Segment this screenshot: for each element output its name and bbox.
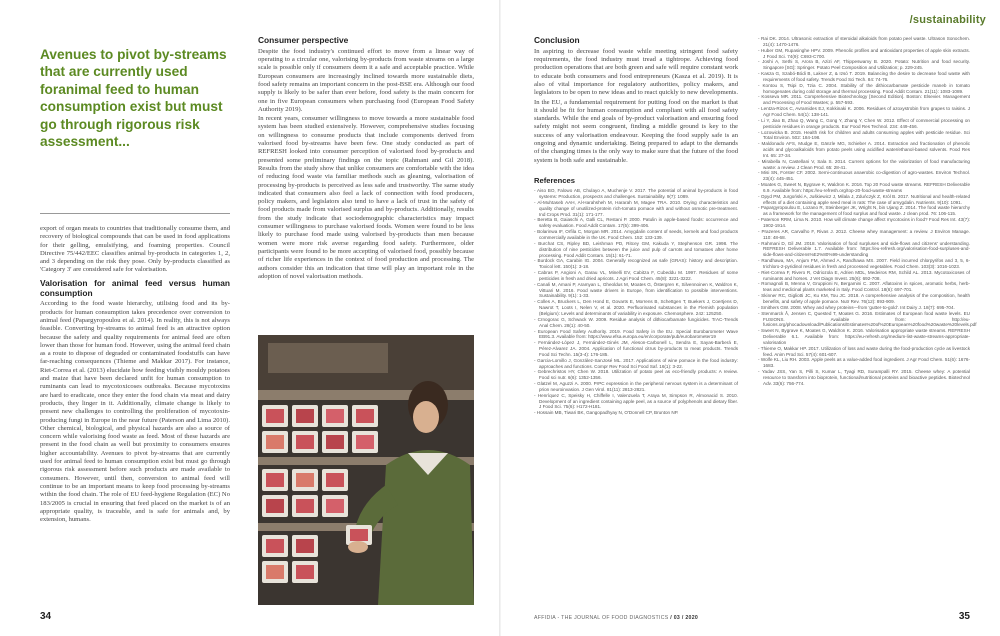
references-list-1: [534, 188, 738, 416]
consumer-column: [258, 36, 474, 282]
reference-item: - Moates G, Sweet N, Bygrave K, Waldron K. 2016. Top 20 Food waste streams. REFRESH Deliverable 6.9. Available from: https://eu-refresh.org/top-20-food-waste-streams: [758, 182, 970, 193]
consumer-paragraph-1: Despite the food industry's continued effort to move from a linear way of operating to a circular one, valorising by-products from waste streams on a large scale is possible only if consumers deem it a safe and acceptable practice. While European consumers are increasingly inclined towards more sustainable diets, food safety remains an important concern in the post-BSE era. Although our food supply is likely to be safer than ever before, food safety is the main concern for one in five European consumers when purchasing food (European Food Safety Authority 2019).: [258, 47, 474, 113]
reference-item: - Canali M, Amani P, Aramyan L, Gheoldus M, Moates G, Östergren K, Silvennoinen K, Waldron K, Vittuari M. 2016. Food waste drivers in Europe, from identification to possible interventions. Sustainability. 9(1): 1-33.: [534, 281, 738, 299]
pull-quote-divider: [40, 213, 230, 214]
supermarket-shelf-illustration: [258, 335, 474, 605]
valorisation-heading: Valorisation for animal feed versus human consumption: [40, 277, 230, 298]
reference-item: - Lozowicka B. 2015. Health risk for children and adults consuming apples with pesticide residue. Sci Total Environ. 502: 184-198.: [758, 129, 970, 141]
reference-item: - Lentza-Rizos C, Avramides EJ, Kokkinaki K. 2006. Residues of azoxystrobin from grapes to raisins. J Agr Food Chem. 54(1): 138-141.: [758, 106, 970, 117]
supermarket-photo: [258, 335, 474, 605]
reference-item: - Al-Muhtaseb AAH, Al-Harahsheh M, Hararah M, Magee TRA. 2010. Drying characteristics and quality change of unutilized-protein rich-tomato pomace with and without osmotic pre-treatment. Ind Crops Prod. 31(1): 171-177.: [534, 199, 738, 217]
reference-item: - Maldonado AFS, Mudge E, Gänzle MG, Schieber A. 2014. Extraction and fractionation of phenolic acids and glycoalkaloids from potato peels using acidified water/ethanol-based solvents. Food Res Int. 65: 27-34.: [758, 141, 970, 158]
reference-item: - Randhawa, MA, Anjum FM, Ahmed A, Randhawa MS. 2007. Field incurred chlorpyrifos and 3, 5, 6-trichloro-2-pyridinol residues in fresh and processed vegetables. Food Chem. 103(3): 1016-1023.: [758, 258, 970, 269]
conclusion-paragraph-2: In the EU, a fundamental requirement for putting food on the market is that it should be fit for human consumption and compliant with all food safety standards. While the end goals of by-product valorisation and ensuring food safety might not seem congruent, finding a middle ground is key to the success of any valorisation endeavour. Keeping the food supply safe is an ongoing and dynamic undertaking. Being prepared to adapt to the demands of the changing times is the only way to make sure that the future of the food system is both safe and sustainable.: [534, 98, 738, 164]
conclusion-column: [534, 36, 738, 416]
reference-item: - Opyd PM, Jurgoński A, Juśkiewicz J, Milala J, Zduńczyk Z, Król B. 2017. Nutritional and health-related effects of a diet containing apple seed meal in rats: The case of amygdalin. Nutrients. 9(10): 1091.: [758, 193, 970, 205]
reference-item: - Joshi A, Sethi S, Arora B, Azizi AF, Thippeswamy B. 2020. Potato: Nutrition and food security. Singapore [SG]: Springer. Potato Peel Composition and Utilization; p. 229-245.: [758, 59, 970, 71]
reference-item: - Colles A, Bruckers L, Den Hond E, Govarts E, Morrens B, Schettgen T, Buekers J, Coertjens D, Nawrot T, Loots I, Nelen V, et al. 2020. Perfluorinated substances in the Flemish population (Belgium): Levels and determinants of variability in exposure. Chemosphere. 242: 125250.: [534, 299, 738, 316]
reference-item: - Huber GM, Rupasinghe HPV. 2009. Phenolic profiles and antioxidant properties of apple skin extracts. J Food Sci. 74(9): C693-C700.: [758, 47, 970, 59]
reference-item: - Prazeres AR, Carvalho F, Rivas J. 2012. Cheese whey management: a review. J Environ Manage. 110: 48-68.: [758, 228, 970, 240]
page-gutter: [499, 0, 501, 636]
reference-item: - Li Y, Jiao B, Zhao Q, Wang C, Gong Y, Zhang Y, Chen W. 2012. Effect of commercial processing on pesticide residues in orange products. Eur Food Res Technol. 234: 449-456.: [758, 117, 970, 129]
reference-item: - Beretta B, Gaiaschi A, Galli CL, Restani P. 2000. Patulin in apple-based foods: occurrence and safety evaluation. Food Addit Contam. 17(5): 399-406.: [534, 217, 738, 229]
page-number-right: 35: [958, 611, 970, 622]
reference-item: - Kontou S, Tsipi D, Tzia C. 2004. Stability of the dithiocarbamate pesticide maneb in tomato homogenates during cold storage and thermal processing. Food Addit Contam. 21(11): 1083-1089.: [758, 82, 970, 94]
reference-item: - Kasza G, Szabó-Bódi B, Lakner Z, & Izsó T. 2019. Balancing the desire to decrease food waste with requirements of food safety. Trends Food Sci Tech. 84: 74-76.: [758, 71, 970, 82]
reference-item: - Paterson RRM, Lima N. 2010. How will climate change affect mycotoxins in food? Food Res Int. 43(7): 1902-1914.: [758, 217, 970, 228]
reference-item: - Skinner RC, Gigliotti JC, Ku KM, Tou JC. 2018. A comprehensive analysis of the composition, health benefits, and safety of apple pomace. Nutr Rev. 76(12): 893-909.: [758, 293, 970, 304]
reference-item: - Bolarinwa IF, Orfila C, Morgan MR. 2014. Amygdalin content of seeds, kernels and food products commercially available in the UK. Food Chem. 152: 133-139.: [534, 229, 738, 240]
reference-item: - Rahmani D, Gil JM. 2018. Valorisation of food surpluses and side-flows and citizens' understanding. REFRESH Deliverable 1.7. Available from: https://eu-refresh.org/valorisation-food-surpluses-and-side-flows-and-citizens%E2%80%99-understanding: [758, 240, 970, 258]
reference-item: - Garcia-Lomillo J, González-SanJosé ML. 2017. Applications of wine pomace in the food industry: approaches and functions. Compr Rev Food Sci Food Saf. 16(1): 3-22.: [534, 357, 738, 369]
reference-item: - Stenmarck Å, Jensen C, Quested T, Moates G. 2016. Estimates of European food waste levels. EU FUSIONS. Available from: http://eu-fusions.org/phocadownload/Publications/Estimates%20of%20European%20food%20waste%20levels.pdf: [758, 310, 977, 328]
valorisation-paragraph: According to the food waste hierarchy, utilising food and its by-products for human consumption takes precedence over conversion to animal feed (Papargyropoulou et al. 2014). In reality, this is not always feasible. Converting by-streams to animal feed is an attractive option because the safety and quality requirements for animal feed are often lower than those for human food. However, using the animal feed chain as a route to dispose of degraded or contaminated foodstuffs can have far-reaching consequences (Thieme and Makkar 2017). For instance, Riet-Correa et al. (2013) elucidate how feeding visibly mouldy potatoes and maize that have been declared unfit for human consumption to ruminants can lead to mycotoxicoses outbreaks. Because mycotoxins are hard to eradicate, once they enter the food chain via meat and dairy products, they linger in it. Additionally, climate change is likely to present new challenges to controlling the proliferation of mycotoxin-producing fungi in Europe in the near future (Paterson and Lima 2010). Other chemical, biological, and physical hazards are also a source of concern while valorising food waste as feed. Most of these hazards are present in the food chain as well but proximity to consumers ensures higher accountability. Avenues to pivot by-streams that are currently used for animal feed to human consumption exist but must go through rigorous risk assessment before such products are made available to consumers. However, until then, conversion to animal feed will continue to be an important means to keep food processing by-streams within the food chain. The role of EU feed-hygiene Regulation (EC) No 183/2005 is crucial in ensuring that feed placed on the market is of an appropriate quality, is traceable, and is safe for animals and, by extension, humans.: [40, 300, 230, 524]
reference-item: - Thieme O, Makkar HP. 2017. Utilization of loss and waste during the food-production cycle as livestock feed. Anim Prod Sci. 57(4): 601-607.: [758, 345, 970, 357]
reference-item: - Aiso BO, Falowo AB, Chulayo A, Muchenje V. 2017. The potential of animal by-products in food systems: Production, prospects and challenges. Sustainability. 9(7): 1089.: [534, 188, 738, 200]
left-column-text: [40, 225, 230, 525]
references-column-2: [758, 36, 977, 387]
reference-item: - Yadav JSS, Yan S, Pilli S, Kumar L, Tyagi RD, Surampalli RY. 2015. Cheese whey: A potential resource to transform into bioprotein, functional/nutritional proteins and bioactive peptides. Biotechnol Adv. 33(6): 756-774.: [758, 369, 970, 386]
issue-number: / 03 / 2020: [670, 615, 699, 621]
references-heading: References: [534, 175, 575, 185]
reference-item: - Smithers GW. 2008. Whey and whey proteins—from 'gutter-to-gold'. Int Dairy J. 18(7): 695-704.: [758, 304, 955, 310]
reference-item: - Romagnoli B, Menna V, Gruppioni N, Bergamini C. 2007. Aflatoxins in spices, aromatic herbs, herb-teas and medicinal plants marketed in Italy. Food Control. 18(6): 697-701.: [758, 281, 970, 293]
conclusion-paragraph-1: In aspiring to decrease food waste while meeting stringent food safety requirements, the food industry must tread a tightrope. Achieving food production operations that are both green and safe will require constant work to educate both consumers and food entrepreneurs (Kasza et al. 2019). It is also of vital importance for regulatory authorities, policy makers, and legislators to be open to new ideas and to react quickly to new developments.: [534, 47, 738, 97]
reference-item: - Burdock GA, Carabin IG. 2004. Generally recognized as safe (GRAS): history and description. Toxicol lett. 150(1): 3-18.: [534, 258, 738, 270]
reference-item: - Hossain MB, Tiwari BK, Gangopadhyay N, O'Donnell CP, Brunton NP.: [534, 410, 679, 416]
reference-item: - Crnogorac G, Schwack W. 2009. Residue analysis of dithiocarbamate fungicides. TrAC-Trends Anal Chem. 28(1): 40-50.: [534, 316, 738, 328]
reference-item: - Papargyropoulou E, Lozano R, Steinberger JK, Wright N, bin Ujang Z. 2014. The food waste hierarchy as a framework for the management of food surplus and food waste. J clean prod. 76: 106-115.: [758, 205, 970, 217]
reference-item: - Misi SN, Forster CF. 2002. Semi-continuous anaerobic co-digestion of agro-wastes. Environ Technol. 23(4): 445-451.: [758, 170, 970, 182]
reference-item: - Fernández-López J, Fernández-Ginés JM, Aleson-Carbonell L, Sendra E, Sayas-Barberá E, Pérez-Alvarez JA. 2004. Application of functional citrus by-products to meat products. Trends Food Sci Techn. 15(3-4): 176-185.: [534, 340, 738, 357]
page-number-left: 34: [40, 611, 52, 622]
reference-item: - Cabras P, Angioni A, Garau VL, Minelli EV, Cabitza F, Cubeddu M. 1997. Residues of some pesticides in fresh and dried apricots. J Agri Food Chem. 45(8): 3221-3222.: [534, 270, 738, 281]
conclusion-heading: Conclusion: [534, 35, 580, 45]
consumer-heading: Consumer perspective: [258, 35, 349, 45]
reference-item: - Kosseva MR. 2011. Comprehensive Biotechnology [Second Edition]. Boston: Elsevier. Management and Processing of Food Wastes; p. 557-593.: [758, 94, 970, 106]
reference-item: - Burchat CS, Ripley BD, Leishman PD, Ritcey GM, Kakuda Y, Stephenson GR. 1998. The distribution of nine pesticides between the juice and pulp of carrots and tomatoes after home processing. Food Addit Contam. 15(1): 61-71.: [534, 240, 738, 258]
reference-item: - Henríquez C, Speisky H, Chiffelle I, Valenzuela T, Araya M, Simpson R, Almonacid S. 2010. Development of an ingredient containing apple peel, as a source of polyphenols and dietary fiber. J Food Sci. 75(6): H172-H181.: [534, 392, 738, 410]
reference-item: - Mirabella N, Castellani V, Sala S. 2014. Current options for the valorization of food manufacturing waste: a review. J Clean Prod. 65: 28-41.: [758, 158, 970, 170]
reference-item: - European Food Safety Authority. 2019. Food Safety in the EU. Special Eurobarometer Wave EB91.3. Available from: https://www.efsa.europa.eu/en/corporate/pub/eurobarometer19: [534, 328, 738, 340]
reference-item: - Riet-Correa F, Rivero R, Odriozola E, Adrien MDL, Medeiros RM, Schild AL. 2013. Mycotoxicoses of ruminants and horses. J Vet Diagn Invest. 25(6): 692-708.: [758, 269, 970, 281]
reference-item: - Gebrechristos HY, Chen W. 2018. Utilization of potato peel as eco-friendly products: A review. Food sci nutr. 6(6): 1352-1356.: [534, 369, 738, 381]
magazine-footer: [534, 615, 698, 621]
magazine-title: AFFIDIA - THE JOURNAL OF FOOD DIAGNOSTICS: [534, 615, 669, 621]
consumer-paragraph-2: In recent years, consumer willingness to move towards a more sustainable food system has been studied extensively. However, comprehensive studies focusing on willingness to consume products that include components derived from valorised food by-streams have been few. One study conducted as part of REFRESH looked into consumer perception of valorised food by-products and presented some preliminary findings on the topic (Rahmani and Gil 2018). Results from the study show that unlike consumers are comfortable with the idea of reducing food waste via familiar methods such as gleaning, valorisation of processing by-products is perceived as less safe and trustworthy. The same study indicated that consumers also feel a lack of connection with food producers, policy makers, and legislators also tend to have a lack of trust in the safety of food products made from valorised surplus and by-products. Additionally, results from the study indicate that sociodemographic characteristics may impact consumer willingness to purchase valorised foods. Women were found to be less likely to purchase food made using valorised by-products than men because women were more risk averse regarding food safety. Furthermore, older participants were found to be more accepting of valorised food, possibly because of richer life experiences in the context of food production and processing. The authors consider this an indication that time will play an important role in the adoption of novel valorisation methods.: [258, 115, 474, 280]
reference-item: - Rai DK. 2014. Ultrasonic extraction of steroidal alkaloids from potato peel waste. Ultrason Sonochem. 21(4): 1470-1476.: [758, 36, 970, 47]
intro-paragraph: export of organ meats to countries that traditionally consume them, and recovery of biological compounds that can be used in food applications for their gelling, emulsifying, and foaming properties. Council Directive 75/442/EEC classifies animal by-products in categories 1, 2, and 3 depending on the risk they pose. Only by-products classified as 'Category 3' are considered safe for valorisation.: [40, 225, 230, 274]
reference-item: - Wolfe KL, Liu RH. 2003. Apple peels as a value-added food ingredient. J Agr Food Chem. 51(6): 1676-1683.: [758, 357, 970, 369]
reference-item: - Glatzel M, Aguzzi A. 2000. PrPC expression in the peripheral nervous system is a determinant of prion neuroinvasion. J Gen Virol. 81(11): 2813-2821.: [534, 381, 738, 392]
pull-quote: Avenues to pivot by-streams that are currently used foranimal feed to human consumption exist but must go through rigorous risk assessment...: [40, 47, 227, 150]
section-tag: /sustainability: [909, 14, 986, 26]
references-list-2: [758, 36, 977, 387]
reference-item: - Sweet N, Bygrave K, Moates G, Waldron K. 2016. Valorisation appropriate waste streams. REFRESH Deliverable 6.1. Available from: https://eu-refresh.org/medium-list-waste-streams-appropriate-valorisation: [758, 328, 970, 345]
